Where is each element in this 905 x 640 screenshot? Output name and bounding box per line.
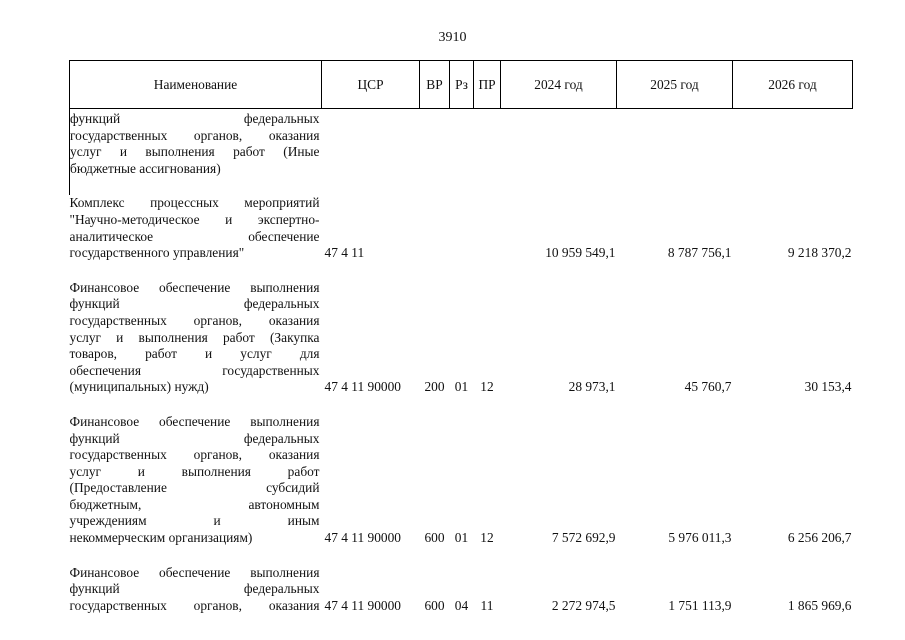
header-vr: ВР [420,61,450,109]
row-value-2024: 28 973,1 [568,379,616,395]
row-name-line: Финансовое обеспечение выполнения [69,413,320,429]
row-name-line: государственных органов, оказания [69,597,320,613]
row-csr [322,109,420,196]
row-pr [474,109,501,196]
row-name-line: услуг и выполнения работ (Иные [70,144,320,160]
row-rz: 01 [454,530,469,546]
row-name-line: учреждениям и иным [69,513,320,529]
row-name-line: функций федеральных [69,296,320,312]
row-vr [420,195,450,279]
header-2026: 2026 год [733,61,853,109]
row-rz: 04 [454,597,469,613]
header-pr: ПР [474,61,501,109]
table-row [70,565,853,615]
row-name-line: функций федеральных [69,430,320,446]
row-name-line: аналитическое обеспечение [69,228,320,244]
row-value-2025: 5 976 011,3 [668,530,732,546]
row-value-2026: 1 865 969,6 [787,597,852,613]
budget-table [69,60,853,614]
row-vr: 600 [424,530,445,546]
row-vr: 200 [424,379,445,395]
row-name-line: некоммерческим организациям) [69,530,253,546]
row-pr [474,195,501,279]
table-row [70,109,853,196]
row-name-line: (муниципальных) нужд) [69,379,209,395]
row-name-line: Комплекс процессных мероприятий [69,195,320,211]
row-vr [420,109,450,196]
row-name [70,195,322,279]
table-body [70,109,853,615]
page-number: 3910 [438,30,467,45]
row-name-line: функций федеральных [70,111,320,126]
row-name-line: обеспечения государственных [69,362,320,378]
row-name [70,565,322,615]
row-pr: 12 [480,530,494,546]
header-2025: 2025 год [617,61,733,109]
row-rz [450,195,474,279]
row-name-line: (Предоставление субсидий [69,480,320,496]
row-name-line: услуг и выполнения работ [69,463,320,479]
header-2024: 2024 год [501,61,617,109]
row-rz [450,109,474,196]
row-value-2025: 45 760,7 [684,379,732,395]
table-row [70,414,853,565]
row-name-line: товаров, работ и услуг для [69,346,320,362]
row-value-2026 [733,109,853,196]
row-value-2026: 6 256 206,7 [787,530,852,546]
row-value-2024: 10 959 549,1 [545,245,616,261]
row-csr: 47 4 11 90000 [324,530,401,546]
row-value-2024: 2 272 974,5 [551,597,616,613]
row-pr: 12 [480,379,494,395]
row-name-line: государственных органов, оказания [69,312,320,328]
row-name-line: государственных органов, оказания [70,127,320,143]
row-csr: 47 4 11 [324,245,365,261]
row-value-2025: 1 751 113,9 [668,597,732,613]
table-row [70,195,853,279]
row-vr: 600 [424,597,445,613]
row-name [70,414,322,565]
row-name-line: услуг и выполнения работ (Закупка [69,329,320,345]
table-row [70,280,853,414]
row-name-line: Финансовое обеспечение выполнения [69,564,320,580]
row-rz: 01 [454,379,469,395]
header-rz: Рз [450,61,474,109]
row-value-2024: 7 572 692,9 [551,530,616,546]
table-header-row [70,61,853,109]
row-name-line: государственных органов, оказания [69,447,320,463]
row-name [70,280,322,414]
row-value-2025: 8 787 756,1 [667,245,732,261]
row-name [70,109,322,196]
row-name-line: бюджетные ассигнования) [70,160,221,176]
row-name-line: функций федеральных [69,581,320,597]
row-value-2026: 9 218 370,2 [787,245,852,261]
row-value-2024 [501,109,617,196]
row-name-line: Финансовое обеспечение выполнения [69,279,320,295]
row-name-line: "Научно-методическое и экспертно- [69,211,320,227]
header-csr: ЦСР [322,61,420,109]
row-csr: 47 4 11 90000 [324,597,401,613]
row-csr: 47 4 11 90000 [324,379,401,395]
row-value-2025 [617,109,733,196]
row-value-2026: 30 153,4 [804,379,852,395]
header-name: Наименование [70,61,322,109]
row-name-line: бюджетным, автономным [69,496,320,512]
row-pr: 11 [480,597,494,613]
row-name-line: государственного управления" [69,245,245,261]
